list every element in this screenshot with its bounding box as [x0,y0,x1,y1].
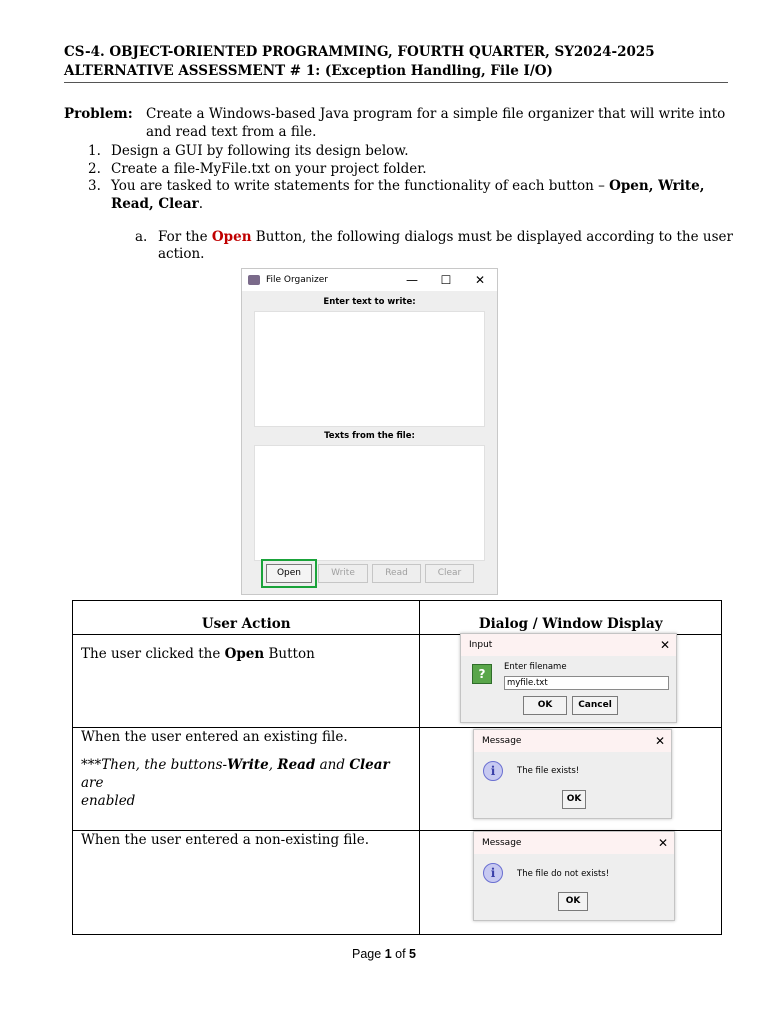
doc-header-line1: CS-4. OBJECT-ORIENTED PROGRAMMING, FOURTH QUARTER, SY2024-2025 [64,44,655,60]
item-3-text: You are tasked to write statements for the functionality of each button – Open, Write, [111,178,705,194]
message-dialog-not-exists [473,831,675,921]
problem-label: Problem: [64,106,133,122]
problem-text-line2: and read text from a file. [146,124,317,140]
problem-text-line1: Create a Windows-based Java program for a simple file organizer that will write into [146,106,726,122]
doc-header-line2: ALTERNATIVE ASSESSMENT # 1: (Exception Handling, File I/O) [64,63,553,79]
sub-a-text: For the Open Button, the following dialogs must be displayed according to the user [158,229,733,245]
write-label: Enter text to write: [323,297,416,307]
cancel-button[interactable]: Cancel [572,696,618,715]
item-1-num: 1. [88,143,101,159]
window-title: File Organizer [266,275,328,285]
table-row [73,831,420,935]
close-icon[interactable]: ✕ [657,836,669,850]
sub-a-letter: a. [135,229,148,245]
read-label: Texts from the file: [324,431,415,441]
message-dialog-title: Message [482,838,522,848]
filename-input[interactable]: myfile.txt [504,676,669,690]
row3-action-text: When the user entered a non-existing file. [81,832,370,848]
maximize-icon[interactable]: ☐ [440,273,452,287]
message-dialog-title: Message [482,736,522,746]
item-3-text-line2: Read, Clear. [111,196,204,212]
input-dialog-titlebar [461,634,676,656]
minimize-icon[interactable]: — [406,273,418,287]
input-dialog-title: Input [469,640,493,650]
row2-note: ***Then, the buttons-Write, Read and Clear are enabled [81,757,390,809]
close-icon[interactable]: ✕ [474,273,486,287]
info-icon: i [483,863,503,883]
read-button[interactable]: Read [372,564,421,583]
item-2-text: Create a file-MyFile.txt on your project folder. [111,161,427,177]
item-3-num: 3. [88,178,101,194]
row2-action-text: When the user entered an existing file. [81,729,348,745]
message-text: The file exists! [517,766,580,776]
window-titlebar [242,269,497,291]
file-organizer-window [241,268,498,595]
page-number: Page 1 of 5 [352,947,416,961]
item-1-text: Design a GUI by following its design below. [111,143,409,159]
write-textarea[interactable] [254,311,485,427]
message-dialog-exists [473,729,672,819]
header-divider [64,82,728,83]
ok-button[interactable]: OK [558,892,588,911]
write-button[interactable]: Write [318,564,368,583]
close-icon[interactable]: ✕ [654,734,666,748]
table-row [73,635,420,728]
close-icon[interactable]: ✕ [659,638,671,652]
clear-button[interactable]: Clear [425,564,474,583]
read-textarea[interactable] [254,445,485,561]
message-dialog-titlebar [474,730,671,752]
item-2-num: 2. [88,161,101,177]
row1-action-text: The user clicked the Open Button [81,646,315,662]
question-icon: ? [472,664,492,684]
message-dialog-titlebar [474,832,674,854]
input-dialog [460,633,677,723]
ok-button[interactable]: OK [562,790,586,809]
sub-a-text-line2: action. [158,246,205,262]
open-button[interactable]: Open [266,564,312,583]
filename-prompt: Enter filename [504,662,567,672]
table-row [73,728,420,831]
info-icon: i [483,761,503,781]
ok-button[interactable]: OK [523,696,567,715]
table-header-user-action: User Action [73,601,420,635]
table-header-dialog-display: Dialog / Window Display [420,601,722,635]
message-text: The file do not exists! [517,869,610,879]
java-app-icon [248,275,260,285]
